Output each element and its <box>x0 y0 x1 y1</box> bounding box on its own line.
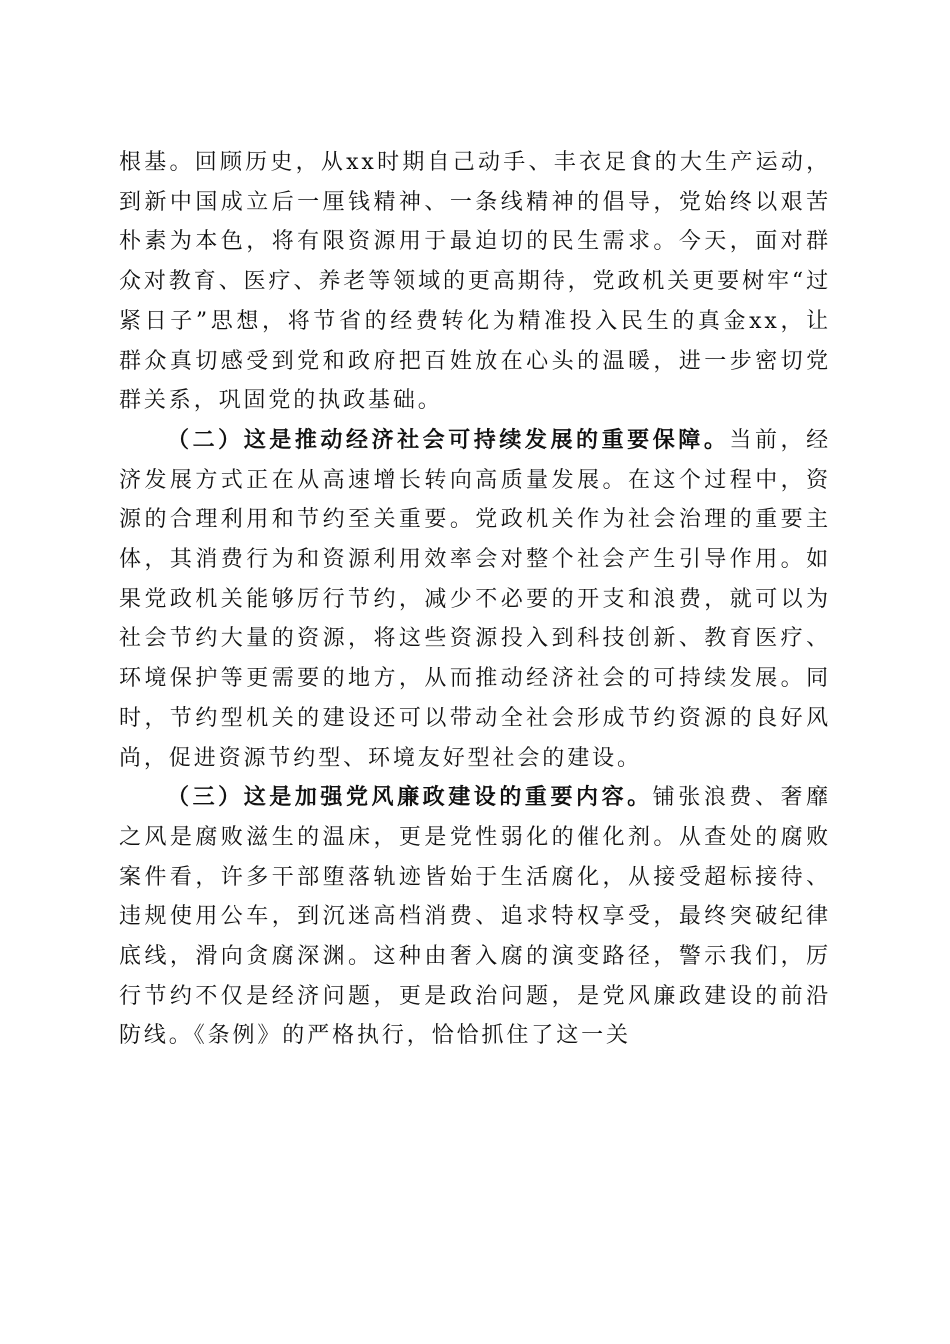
paragraph-section-2 <box>119 421 831 778</box>
paragraph-section-3 <box>119 778 831 1056</box>
paragraph-text: 当前，经济发展方式正在从高速增长转向高质量发展。在这个过程中，资源的合理利用和节约至关重要。党政机关作为社会治理的重要主体，其消费行为和资源利用效率会对整个社会产生引导作用。如果党政机关能够厉行节约，减少不必要的开支和浪费，就可以为社会节约大量的资源，将这些资源投入到科技创新、教育医疗、环境保护等更需要的地方，从而推动经济社会的可持续发展。同时，节约型机关的建设还可以带动全社会形成节约资源的良好风尚，促进资源节约型、环境友好型社会的建设。 <box>119 427 831 771</box>
paragraph-text: 根基。回顾历史，从xx时期自己动手、丰衣足食的大生产运动，到新中国成立后一厘钱精神、一条线精神的倡导，党始终以艰苦朴素为本色，将有限资源用于最迫切的民生需求。今天，面对群众对教育、医疗、养老等领域的更高期待，党政机关更要树牢“过紧日子”思想，将节省的经费转化为精准投入民生的真金xx，让群众真切感受到党和政府把百姓放在心头的温暖，进一步密切党群关系，巩固党的执政基础。 <box>119 150 831 414</box>
section-heading: （三）这是加强党风廉政建设的重要内容。 <box>167 784 653 811</box>
section-heading: （二）这是推动经济社会可持续发展的重要保障。 <box>167 426 730 453</box>
document-body <box>119 143 831 1056</box>
paragraph-continuation <box>119 143 831 421</box>
paragraph-text: 铺张浪费、奢靡之风是腐败滋生的温床，更是党性弱化的催化剂。从查处的腐败案件看，许多干部堕落轨迹皆始于生活腐化，从接受超标接待、违规使用公车，到沉迷高档消费、追求特权享受，最终突破纪律底线，滑向贪腐深渊。这种由奢入腐的演变路径，警示我们，厉行节约不仅是经济问题，更是政治问题，是党风廉政建设的前沿防线。《条例》的严格执行，恰恰抓住了这一关 <box>119 785 831 1049</box>
